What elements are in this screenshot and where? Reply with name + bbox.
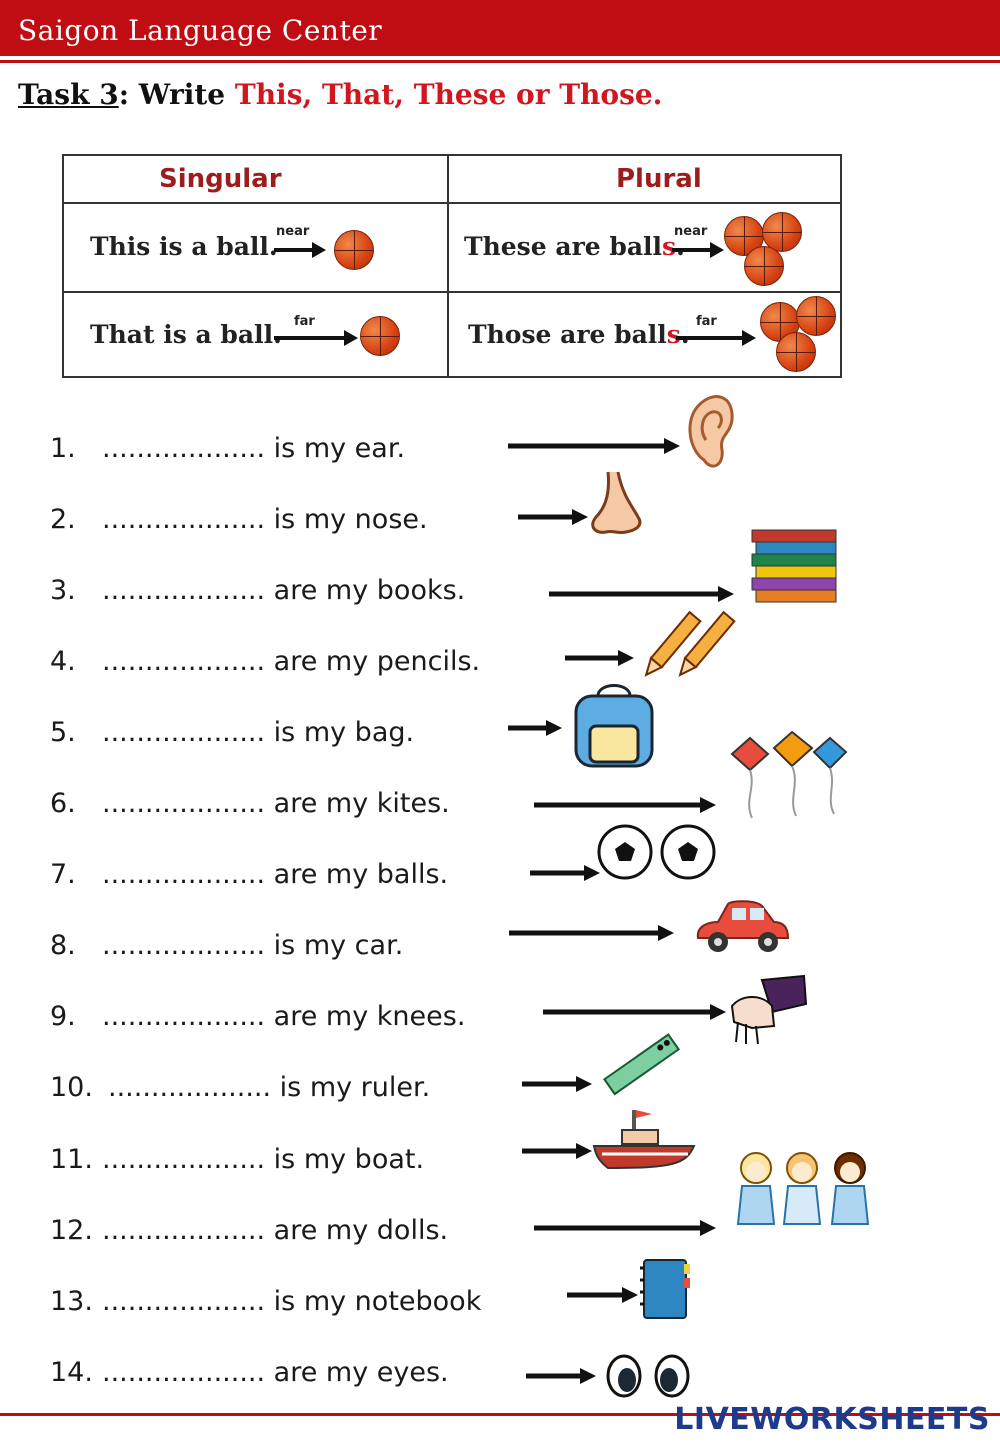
arrow-near-icon bbox=[565, 650, 634, 666]
arrow-near-icon bbox=[508, 720, 562, 736]
header-title: Saigon Language Center bbox=[18, 14, 383, 47]
answer-blank[interactable]: ................... bbox=[102, 859, 266, 890]
answer-blank[interactable]: ................... bbox=[102, 1286, 266, 1317]
plural-near-text: These are balls. bbox=[464, 232, 685, 261]
dolls-icon bbox=[738, 1153, 868, 1224]
ruler-icon bbox=[604, 1035, 678, 1094]
list-item: 6. ................... are my kites. bbox=[50, 788, 450, 819]
answer-blank[interactable]: ................... bbox=[102, 433, 266, 464]
basketball-icon bbox=[334, 230, 374, 270]
kites-icon bbox=[732, 732, 846, 818]
arrow-near-icon bbox=[522, 1076, 592, 1092]
arrow-near-icon bbox=[522, 1143, 592, 1159]
list-item: 14. ................... are my eyes. bbox=[50, 1357, 449, 1388]
answer-blank[interactable]: ................... bbox=[102, 504, 266, 535]
answer-blank[interactable]: ................... bbox=[102, 788, 266, 819]
arrow-far-icon bbox=[543, 1004, 726, 1020]
basketball-icon bbox=[744, 246, 784, 286]
car-icon bbox=[698, 901, 788, 952]
far-arrow-plural-icon bbox=[676, 328, 756, 348]
singular-near-text: This is a ball. bbox=[90, 232, 278, 261]
list-item: 5. ................... is my bag. bbox=[50, 717, 415, 748]
near-arrow-icon bbox=[274, 240, 326, 260]
near-tag-plural: near bbox=[674, 224, 708, 239]
books-icon bbox=[752, 530, 836, 602]
arrow-near-icon bbox=[526, 1368, 596, 1384]
eyes-icon bbox=[608, 1356, 688, 1396]
list-item: 2. ................... is my nose. bbox=[50, 504, 428, 535]
pencils-icon bbox=[641, 612, 735, 679]
list-item: 11. ................... is my boat. bbox=[50, 1144, 425, 1175]
answer-blank[interactable]: ................... bbox=[102, 1144, 266, 1175]
grammar-table bbox=[62, 154, 842, 378]
backpack-icon bbox=[576, 686, 652, 767]
arrow-near-icon bbox=[567, 1287, 638, 1303]
list-item: 9. ................... are my knees. bbox=[50, 1001, 466, 1032]
ear-icon bbox=[690, 397, 732, 467]
answer-blank[interactable]: ................... bbox=[102, 717, 266, 748]
answer-blank[interactable]: ................... bbox=[102, 1215, 266, 1246]
table-divider-row bbox=[64, 291, 840, 293]
nose-icon bbox=[593, 472, 640, 533]
basketball-icon bbox=[796, 296, 836, 336]
plural-far-text: Those are balls. bbox=[468, 320, 690, 349]
table-divider-vertical bbox=[447, 156, 449, 376]
basketball-icon bbox=[360, 316, 400, 356]
header-bar bbox=[0, 0, 1000, 56]
near-arrow-plural-icon bbox=[672, 240, 724, 260]
task-title bbox=[18, 78, 662, 111]
arrow-far-icon bbox=[549, 586, 734, 602]
far-tag-plural: far bbox=[696, 314, 717, 329]
list-item: 7. ................... are my balls. bbox=[50, 859, 449, 890]
task-write: : Write bbox=[118, 78, 235, 111]
arrow-near-icon bbox=[530, 865, 600, 881]
far-tag: far bbox=[294, 314, 315, 329]
knee-icon bbox=[732, 976, 806, 1044]
arrow-far-icon bbox=[534, 797, 716, 813]
list-item: 13. ................... is my notebook bbox=[50, 1286, 482, 1317]
list-item: 10. ................... is my ruler. bbox=[50, 1072, 431, 1103]
task-instruction: This, That, These or Those. bbox=[234, 78, 663, 111]
pictures-column bbox=[0, 380, 1000, 1410]
boat-icon bbox=[594, 1110, 694, 1168]
arrow-far-icon bbox=[534, 1220, 716, 1236]
answer-blank[interactable]: ................... bbox=[102, 930, 266, 961]
arrow-far-icon bbox=[508, 438, 680, 454]
list-item: 4. ................... are my pencils. bbox=[50, 646, 481, 677]
singular-far-text: That is a ball. bbox=[90, 320, 282, 349]
list-item: 12. ................... are my dolls. bbox=[50, 1215, 449, 1246]
list-item: 1. ................... is my ear. bbox=[50, 433, 406, 464]
answer-blank[interactable]: ................... bbox=[102, 1357, 266, 1388]
basketball-icon bbox=[776, 332, 816, 372]
arrow-near-icon bbox=[518, 509, 588, 525]
answer-blank[interactable]: ................... bbox=[108, 1072, 272, 1103]
table-divider-header bbox=[64, 202, 840, 204]
answer-blank[interactable]: ................... bbox=[102, 646, 266, 677]
answer-blank[interactable]: ................... bbox=[102, 1001, 266, 1032]
answer-blank[interactable]: ................... bbox=[102, 575, 266, 606]
header-divider bbox=[0, 60, 1000, 63]
far-arrow-icon bbox=[274, 328, 358, 348]
arrow-far-icon bbox=[509, 925, 674, 941]
liveworksheets-logo: LIVEWORKSHEETS bbox=[674, 1402, 990, 1437]
list-item: 3. ................... are my books. bbox=[50, 575, 466, 606]
near-tag: near bbox=[276, 224, 310, 239]
soccer-balls-icon bbox=[599, 826, 714, 878]
list-item: 8. ................... is my car. bbox=[50, 930, 404, 961]
task-label: Task 3 bbox=[18, 78, 119, 111]
header-singular: Singular bbox=[159, 164, 282, 194]
notebook-icon bbox=[640, 1260, 690, 1318]
header-plural: Plural bbox=[616, 164, 702, 194]
